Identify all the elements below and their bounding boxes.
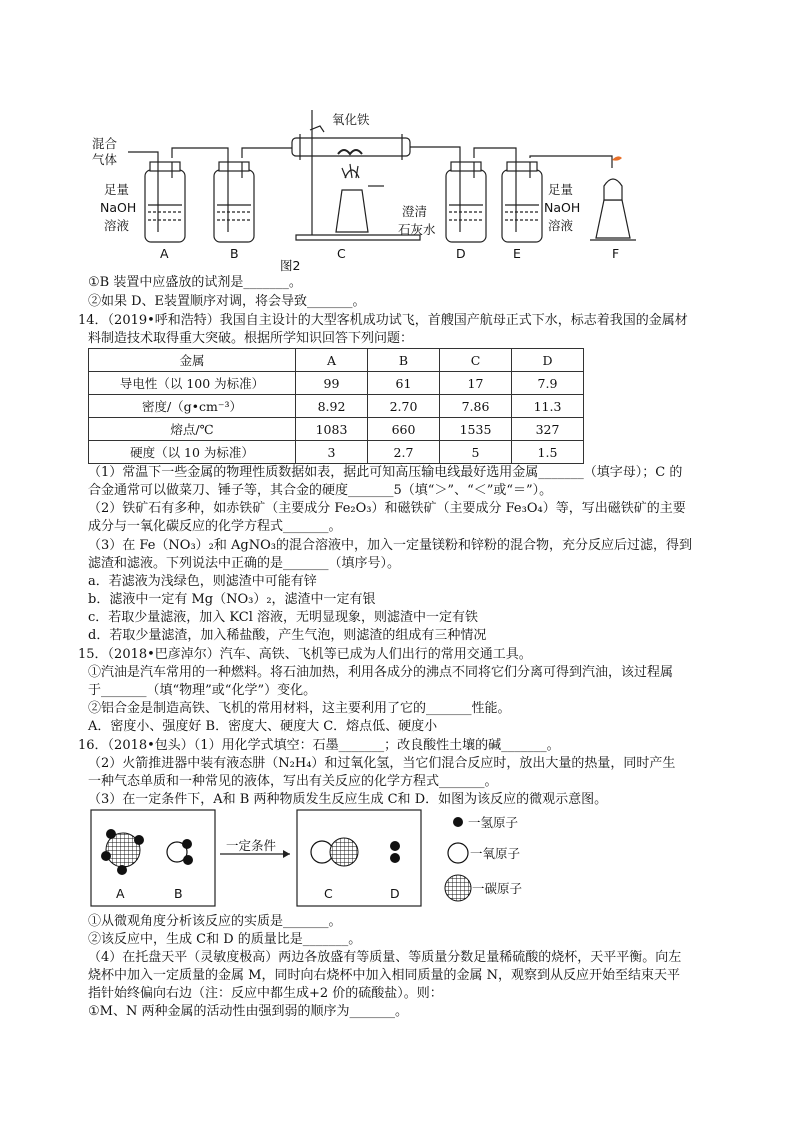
limewater-label-1: 澄清 [402, 204, 428, 219]
table-cell: 660 [368, 418, 440, 441]
table-cell: C [440, 349, 512, 372]
table-row [89, 418, 584, 441]
q16-tail-4: 烧杯中加入一定质量的金属 M，同时向右烧杯中加入相同质量的金属 N，观察到从反应开始至结束天平 [88, 968, 680, 983]
table-cell: 金属 [89, 349, 296, 372]
label-B: B [230, 246, 239, 261]
right-reagent-2: NaOH [544, 200, 581, 215]
table-row [89, 441, 584, 464]
label-B: B [174, 886, 183, 901]
table-row [89, 349, 584, 372]
table-cell: 密度/（g•cm⁻³） [89, 395, 296, 418]
q16-tail-6: ①M、N 两种金属的活动性由强到弱的顺序为_______。 [88, 1004, 408, 1019]
q16-tail-3: （4）在托盘天平（灵敏度极高）两边各放盛有等质量、等质量分数足量稀硫酸的烧杯，天平平衡。向左 [88, 950, 682, 965]
table-cell: 熔点/℃ [89, 418, 296, 441]
table-cell: 5 [440, 441, 512, 464]
table-cell: 2.7 [368, 441, 440, 464]
q14-text-5: （3）在 Fe（NO₃）₂和 AgNO₃的混合溶液中，加入一定量镁粉和锌粉的混合物，充分反应后过滤，得到 [88, 538, 692, 553]
label-C: C [337, 246, 346, 261]
table-cell: D [512, 349, 584, 372]
legend-carbon: 一碳原子 [472, 881, 523, 896]
table-cell: 2.70 [368, 395, 440, 418]
metal-properties-table [88, 348, 584, 464]
table-cell: B [368, 349, 440, 372]
right-reagent-1: 足量 [548, 182, 574, 197]
table-row [89, 372, 584, 395]
table-cell: A [296, 349, 368, 372]
q13-line-2: ②如果 D、E装置顺序对调，将会导致_______。 [88, 294, 366, 309]
table-cell: 327 [512, 418, 584, 441]
apparatus-figure [0, 0, 794, 280]
label-A: A [160, 246, 169, 261]
q15-line-4: ②铝合金是制造高铁、飞机的常用材料，这主要利用了它的_______性能。 [88, 701, 511, 716]
table-cell: 1535 [440, 418, 512, 441]
q15-options: A．密度小、强度好 B．密度大、硬度大 C．熔点低、硬度小 [88, 719, 438, 734]
label-D: D [390, 886, 400, 901]
q14-option-a: a．若滤液为浅绿色，则滤渣中可能有锌 [88, 574, 317, 589]
q14-text-1: （1）常温下一些金属的物理性质数据如表，据此可知高压输电线最好选用金属_______（填字母）；C 的 [88, 465, 683, 480]
limewater-label-2: 石灰水 [398, 222, 436, 237]
table-cell: 7.86 [440, 395, 512, 418]
table-cell: 99 [296, 372, 368, 395]
q15-line-1: 15．（2018•巴彦淖尔）汽车、高铁、飞机等已成为人们出行的常用交通工具。 [78, 647, 532, 662]
q16-line-4: （3）在一定条件下，A和 B 两种物质发生反应生成 C和 D．如图为该反应的微观示意图。 [88, 792, 608, 807]
legend-hydrogen: 一氢原子 [468, 815, 519, 830]
q14-text-3: （2）铁矿石有多种，如赤铁矿（主要成分 Fe₂O₃）和磁铁矿（主要成分 Fe₃O₄）等，写出磁铁矿的主要 [88, 501, 686, 516]
mixed-gas-label-1: 混合 [92, 136, 118, 151]
q14-option-b: b．滤液中一定有 Mg（NO₃）₂，滤渣中一定有银 [88, 592, 376, 607]
mixed-gas-label-2: 气体 [92, 152, 118, 167]
left-reagent-3: 溶液 [104, 218, 130, 233]
q14-text-2: 合金通常可以做菜刀、锤子等，其合金的硬度_______5（填“＞”、“＜”或“＝”）。 [88, 483, 553, 498]
table-cell: 1083 [296, 418, 368, 441]
label-F: F [612, 246, 620, 261]
q14-line-2: 料制造技术取得重大突破。根据所学知识回答下列问题： [88, 331, 414, 346]
table-row [89, 395, 584, 418]
q14-option-c: c．若取少量滤液，加入 KCl 溶液，无明显现象，则滤渣中一定有铁 [88, 610, 479, 625]
figure-caption: 图2 [280, 258, 301, 273]
q14-text-6: 滤渣和滤液。下列说法中正确的是_______（填序号）。 [88, 556, 401, 571]
label-A: A [116, 886, 125, 901]
q16-tail-1: ①从微观角度分析该反应的实质是_______。 [88, 914, 342, 929]
label-C: C [324, 886, 333, 901]
label-E: E [513, 246, 521, 261]
table-cell: 8.92 [296, 395, 368, 418]
table-cell: 硬度（以 10 为标准） [89, 441, 296, 464]
table-cell: 17 [440, 372, 512, 395]
q14-line-1: 14．（2019•呼和浩特）我国自主设计的大型客机成功试飞，首艘国产航母正式下水，标志着我国的金属材 [78, 313, 688, 328]
q16-tail-5: 指针始终偏向右边（注：反应中都生成+2 价的硫酸盐）。则： [88, 986, 443, 1001]
table-cell: 61 [368, 372, 440, 395]
legend-oxygen: 一氧原子 [470, 846, 521, 861]
left-reagent-1: 足量 [104, 182, 130, 197]
q14-option-d: d．若取少量滤渣，加入稀盐酸，产生气泡，则滤渣的组成有三种情况 [88, 628, 487, 643]
left-reagent-2: NaOH [100, 200, 137, 215]
table-cell: 3 [296, 441, 368, 464]
right-reagent-3: 溶液 [548, 218, 574, 233]
q16-line-1: 16．（2018•包头）（1）用化学式填空：石墨_______；改良酸性土壤的碱_______。 [78, 738, 560, 753]
label-D: D [456, 246, 466, 261]
table-cell: 7.9 [512, 372, 584, 395]
table-cell: 11.3 [512, 395, 584, 418]
table-cell: 导电性（以 100 为标准） [89, 372, 296, 395]
q16-line-3: 一种气态单质和一种常见的液体，写出有关反应的化学方程式_______。 [88, 774, 498, 789]
iron-oxide-label: 氧化铁 [332, 112, 370, 127]
q13-line-1: ①B 装置中应盛放的试剂是_______。 [88, 275, 302, 290]
condition-label: 一定条件 [226, 838, 277, 853]
reaction-diagram [0, 806, 794, 916]
q16-line-2: （2）火箭推进器中装有液态肼（N₂H₄）和过氧化氢，当它们混合反应时，放出大量的热量，同时产生 [88, 756, 676, 771]
q15-line-2: ①汽油是汽车常用的一种燃料。将石油加热，利用各成分的沸点不同将它们分离可得到汽油，该过程属 [88, 665, 674, 680]
table-cell: 1.5 [512, 441, 584, 464]
q14-text-4: 成分与一氧化碳反应的化学方程式_______。 [88, 519, 342, 534]
q16-tail-2: ②该反应中，生成 C和 D 的质量比是_______。 [88, 932, 362, 947]
q15-line-3: 于_______（填“物理”或“化学”）变化。 [88, 683, 317, 698]
